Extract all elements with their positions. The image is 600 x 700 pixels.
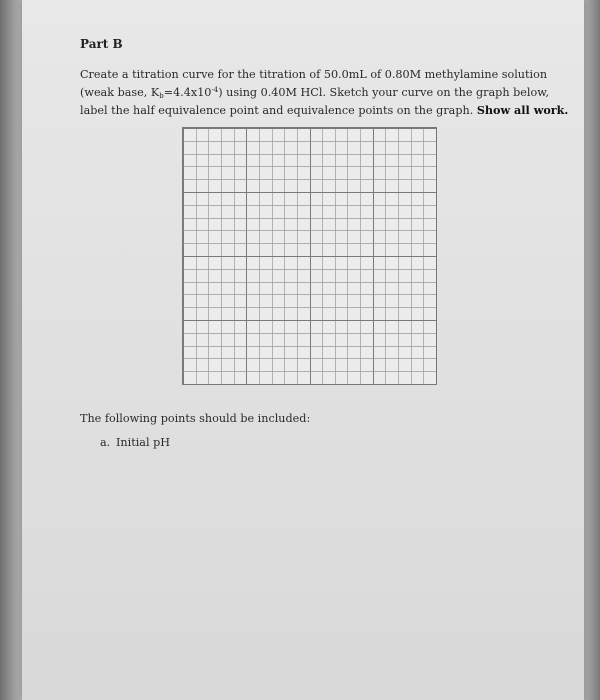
- prompt-line-1: Create a titration curve for the titration of 50.0mL of 0.80M methylamine solution: [80, 68, 548, 81]
- prompt-line-2-a: (weak base, K: [80, 85, 160, 99]
- point-text: Initial pH: [116, 436, 170, 449]
- prompt-line-2-b: =4.4x10: [163, 85, 212, 99]
- graph-grid: [182, 127, 437, 385]
- prompt-line-2-c: ) using 0.40M HCl. Sketch your curve on the graph below,: [218, 85, 550, 99]
- points-heading: The following points should be included:: [80, 412, 311, 425]
- point-item-initial-ph: [100, 436, 170, 449]
- prompt-line-2: [80, 83, 550, 104]
- graph-paper: [183, 128, 436, 384]
- prompt-line-3-plain: label the half equivalence point and equivalence points on the graph.: [80, 104, 477, 118]
- background-left-edge: [0, 0, 22, 700]
- show-work-emphasis: Show all work.: [476, 103, 569, 118]
- exponent-superscript: -4: [211, 85, 219, 94]
- kb-subscript: b: [159, 91, 164, 100]
- titration-prompt: [80, 68, 569, 119]
- point-marker: a.: [100, 436, 111, 449]
- section-title: Part B: [80, 37, 123, 51]
- worksheet-page: [22, 0, 584, 700]
- prompt-line-3: [80, 103, 569, 119]
